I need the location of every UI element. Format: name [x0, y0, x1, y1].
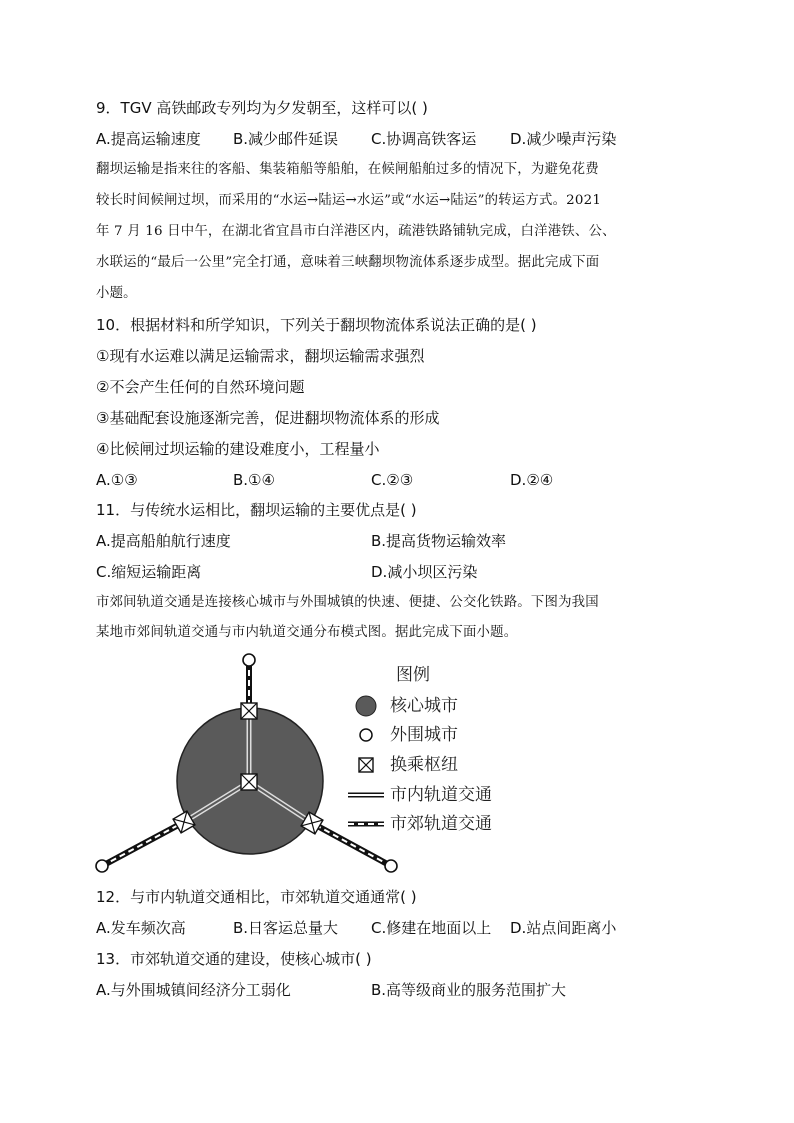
- material1-line: 年 7 月 16 日中午，在湖北省宜昌市白洋港区内，疏港铁路铺轨完成，白洋港铁、公、: [96, 224, 616, 239]
- q9-option-d[interactable]: D.减少噪声污染: [510, 130, 617, 148]
- suburban-rail-southeast: [312, 823, 391, 866]
- material1-line: 小题。: [96, 286, 137, 301]
- material1-line: 翻坝运输是指来往的客船、集装箱船等船舶，在候闸船舶过多的情况下，为避免花费: [96, 162, 599, 177]
- q11-option-b[interactable]: B.提高货物运输效率: [371, 532, 507, 550]
- legend-label-transfer-hub: 换乘枢纽: [390, 755, 458, 775]
- q11-option-a[interactable]: A.提高船舶航行速度: [96, 532, 231, 550]
- q9-stem: 9．TGV 高铁邮政专列均为夕发朝至，这样可以( ): [96, 99, 428, 117]
- legend-label-urban-rail: 市内轨道交通: [390, 785, 492, 805]
- material2-line: 某地市郊间轨道交通与市内轨道交通分布模式图。据此完成下面小题。: [96, 625, 518, 640]
- q10-stem: 10．根据材料和所学知识，下列关于翻坝物流体系说法正确的是( ): [96, 316, 537, 334]
- material2-line: 市郊间轨道交通是连接核心城市与外围城镇的快速、便捷、公交化铁路。下图为我国: [96, 595, 599, 610]
- q12-option-a[interactable]: A.发车频次高: [96, 919, 186, 937]
- q10-statement: ①现有水运难以满足运输需求，翻坝运输需求强烈: [96, 347, 425, 365]
- q10-option-b[interactable]: B.①④: [233, 471, 275, 489]
- q9-option-c[interactable]: C.协调高铁客运: [371, 130, 477, 148]
- q10-statement: ④比候闸过坝运输的建设难度小，工程量小: [96, 440, 380, 458]
- q11-stem: 11．与传统水运相比，翻坝运输的主要优点是( ): [96, 501, 417, 519]
- q13-stem: 13．市郊轨道交通的建设，使核心城市( ): [96, 950, 372, 968]
- q12-option-d[interactable]: D.站点间距离小: [510, 919, 617, 937]
- q12-stem: 12．与市内轨道交通相比，市郊轨道交通通常( ): [96, 888, 417, 906]
- q11-option-d[interactable]: D.减小坝区污染: [371, 563, 478, 581]
- outer-city-southwest: [96, 860, 108, 872]
- material1-line: 较长时间候闸过坝，而采用的“水运→陆运→水运”或“水运→陆运”的转运方式。2021: [96, 193, 602, 208]
- outer-city-north: [243, 654, 255, 666]
- legend-label-core-city: 核心城市: [390, 696, 458, 716]
- legend-outer-city-symbol: [360, 729, 372, 741]
- q10-statement: ②不会产生任何的自然环境问题: [96, 378, 305, 396]
- q12-option-b[interactable]: B.日客运总量大: [233, 919, 339, 937]
- q9-option-a[interactable]: A.提高运输速度: [96, 130, 201, 148]
- q10-option-c[interactable]: C.②③: [371, 471, 414, 489]
- q10-option-a[interactable]: A.①③: [96, 471, 138, 489]
- q12-option-c[interactable]: C.修建在地面以上: [371, 919, 492, 937]
- q10-statement: ③基础配套设施逐渐完善，促进翻坝物流体系的形成: [96, 409, 440, 427]
- suburban-rail-southwest: [102, 822, 184, 866]
- q13-option-b[interactable]: B.高等级商业的服务范围扩大: [371, 981, 567, 999]
- legend-transfer-hub-symbol: [359, 758, 373, 772]
- q11-option-c[interactable]: C.缩短运输距离: [96, 563, 202, 581]
- legend-title: 图例: [396, 665, 430, 685]
- material1-line: 水联运的“最后一公里”完全打通，意味着三峡翻坝物流体系逐步成型。据此完成下面: [96, 255, 600, 270]
- q9-option-b[interactable]: B.减少邮件延误: [233, 130, 339, 148]
- outer-city-southeast: [385, 860, 397, 872]
- legend-symbols: [348, 696, 384, 824]
- q10-option-d[interactable]: D.②④: [510, 471, 554, 489]
- transfer-hub-center: [241, 774, 257, 790]
- transfer-hub-north: [241, 703, 257, 719]
- q13-option-a[interactable]: A.与外围城镇间经济分工弱化: [96, 981, 291, 999]
- legend-core-city-symbol: [356, 696, 376, 716]
- legend-label-suburban-rail: 市郊轨道交通: [390, 814, 492, 834]
- legend-label-outer-city: 外围城市: [390, 725, 458, 745]
